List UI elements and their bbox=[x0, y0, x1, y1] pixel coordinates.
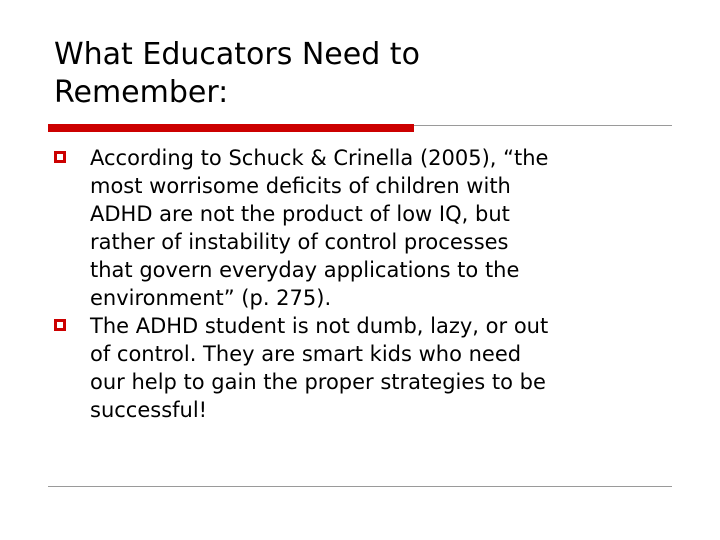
slide-title-line-1: What Educators Need to bbox=[54, 37, 420, 72]
slide-title bbox=[54, 36, 674, 112]
bullet-item-2 bbox=[54, 312, 674, 424]
hollow-square-bullet-icon bbox=[54, 319, 66, 331]
footer-divider bbox=[48, 486, 672, 487]
bullet-1-line-1: According to Schuck & Crinella (2005), “the bbox=[90, 146, 549, 170]
hollow-square-bullet-icon bbox=[54, 151, 66, 163]
bullet-1-line-5: that govern everyday applications to the bbox=[90, 258, 520, 282]
bullet-item-1 bbox=[54, 144, 674, 312]
slide-title-line-2: Remember: bbox=[54, 75, 229, 110]
bullet-1-line-6: environment” (p. 275). bbox=[90, 286, 332, 310]
bullet-2-line-4: successful! bbox=[90, 398, 208, 422]
bullet-1-line-2: most worrisome deficits of children with bbox=[90, 174, 511, 198]
bullet-list bbox=[54, 144, 674, 424]
title-accent-bar bbox=[48, 124, 414, 132]
bullet-1-line-3: ADHD are not the product of low IQ, but bbox=[90, 202, 510, 226]
bullet-2-line-1: The ADHD student is not dumb, lazy, or out bbox=[90, 314, 549, 338]
bullet-1-line-4: rather of instability of control processes bbox=[90, 230, 509, 254]
bullet-2-line-3: our help to gain the proper strategies to be bbox=[90, 370, 546, 394]
bullet-2-line-2: of control. They are smart kids who need bbox=[90, 342, 522, 366]
